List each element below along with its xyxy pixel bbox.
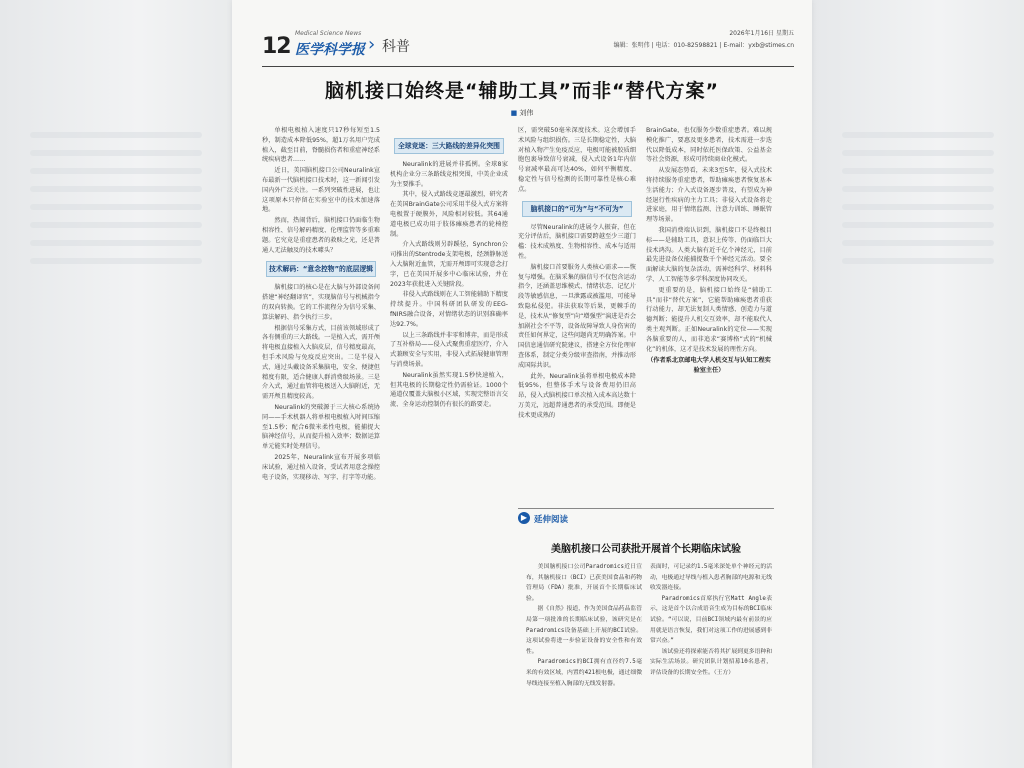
paragraph: 从发展态势看，未来3至5年，侵入式技术将持续服务重症患者，帮助瘫痪患者恢复基本生活能力；介入式设备逐步普及，有望成为神经退行性疾病的主力工具；非侵入式设备将走进家庭，用于情绪监测、注意力训练、睡眠管理等场景。 bbox=[646, 167, 772, 224]
extended-column-1 bbox=[526, 562, 642, 689]
paragraph: 此外，Neuralink虽将单根电极成本降低95%，但整体手术与设备费用仍旧高昂，侵入式脑机接口单次植入成本高达数十万美元，远超普通患者的承受范围。即便是技术更成熟的 bbox=[518, 372, 636, 419]
paragraph: 其中，侵入式路线竞逐最激烈，研究者在美国BrainGate公司采用半侵入式方案将电极置于硬膜外，风险相对较低。其64通道电极已成功用于肢体瘫痪患者的轮椅控制。 bbox=[390, 191, 508, 238]
paragraph: 然而，热闹背后，脑机接口仍面临生物相容性、信号解码精度、伦理监管等多重难题。它究竟是重症患者的救赎之光，还是普通人无法触及的技术噱头？ bbox=[262, 217, 380, 254]
extended-reading-icon: ▶ bbox=[518, 512, 530, 524]
author-note: （作者系北京邮电大学人机交互与认知工程实验室主任） bbox=[647, 357, 771, 375]
editor-info: 编辑：张明伟 | 电话：010-82598821 | E-mail：yxb@stimes.cn bbox=[613, 42, 794, 49]
background-left bbox=[0, 0, 232, 768]
paragraph: 脑机接口首要服务人类核心需求——恢复与增强。在脑采集的脑信号不仅包含运动指令，还涵盖思维模式、情绪状态、记忆片段等敏感信息，一旦泄露或被滥用，可能导致隐私侵犯。非法获取等后果，更棘手的是，技术从“修复型”向“增强型”演进是否会加剧社会不平等，设备故障导致人身伤害的责任如何界定，这些问题尚无明确答案。中国信息通信研究院建议，搭建全方位伦理审查体系，制定分类分级审查指南，并推动形成国际共识。 bbox=[518, 263, 637, 369]
extended-reading-header bbox=[518, 508, 774, 527]
section-arrow-icon: › bbox=[368, 34, 376, 55]
issue-date: 2026年1月16日 星期五 bbox=[729, 30, 794, 37]
paragraph: 单根电极植入速度只17秒每短至1.5秒，制造成本降低95%，超1万名用户完成植入，截至目前，脊髓损伤者和重症神经系统疾病患者…… bbox=[262, 127, 380, 164]
paragraph: 根据信号采集方式，目前该领域形成了各有侧重的三大路线。一是植入式，需开颅将电极直接植入大脑皮层，信号精度最高，但手术风险与免疫反应突出。二是半侵入式，通过头戴设备采集脑电，安全、便捷但精度有限，适合健康人群消费级场景。三是介入式，通过血管将电极送入大脑附近，无需开颅且精度较高。 bbox=[262, 324, 380, 401]
paragraph: Neuralink的突破源于三大核心系统协同——手术机器人将单根电极植入时间压缩至1.5秒；配合6微米柔性电极，能捕捉大脑神经信号，从而提升植入效率；数据运算单元能实时处理信号。 bbox=[262, 403, 380, 451]
paper-name: 医学科学报 bbox=[295, 42, 365, 58]
paragraph: 尽管Neuralink的进展令人振奋，但在充分评估后，脑机接口需要跨越至少三道门槛：技术成熟度、生物相容性、成本与适用性。 bbox=[518, 223, 636, 260]
background-text-blur bbox=[842, 120, 994, 276]
paragraph: 区，需突破50毫米深度技术。这会增加手术风险与组织损伤。三是长期稳定性，大脑对植入物产生免疫反应，电极可能被胶质细胞包裹导致信号衰减，侵入式设备1年内信号衰减率最高可达40%，如何平衡精度、稳定性与信号检测的长期可靠性是核心难点。 bbox=[518, 127, 636, 193]
page-number: 12 bbox=[262, 34, 291, 59]
background-text-blur bbox=[30, 120, 202, 276]
paragraph: Neuralink虽然实现1.5秒快速植入，但其电极的长期稳定性仍需验证。1000个通道仅覆盖大脑极小区域，实现完整语言交流、全身运动控制仍有很长的路要走。 bbox=[390, 371, 508, 409]
section-name: 科普 bbox=[382, 39, 410, 55]
paragraph: 脑机接口的核心是在大脑与外部设备间搭建“神经翻译官”，实现脑信号与机械指令的双向转换。它的工作流程分为信号采集、算法解码、指令执行三步。 bbox=[262, 284, 380, 321]
paragraph: 该试验还将探索能否将其扩展到更多语种和实际生活场景。研究团队计划招募10名患者，评估设备的长期安全性。（王方） bbox=[650, 648, 772, 676]
paragraph: Paradromics首席执行官Matt Angle表示，这是首个以合成语音生成为目标的BCI临床试验。“可以说，目前BCI领域内最有前景的应用就是语言恢复，我们对这项工作的进展感到非常兴奋。” bbox=[650, 595, 772, 645]
background-right bbox=[812, 0, 1024, 768]
extended-column-2 bbox=[650, 562, 772, 679]
paragraph: 介入式路线则另辟蹊径，Synchron公司推出的Stentrode支架电极，经颈静脉送入大脑附近血管，无需开颅即可实现意念打字，已在美国开展多中心临床试验，并在2023年获批进入关键阶段。 bbox=[390, 241, 508, 288]
byline-dot-icon: ■ bbox=[510, 109, 520, 117]
paragraph: 2025年，Neuralink宣布开展多项临床试验，通过植入设备，受试者用意念操控电子设备，实现移动、写字、打字等功能。 bbox=[262, 453, 380, 481]
article-column-1 bbox=[262, 126, 380, 483]
paragraph: 近日，美国脑机接口公司Neuralink宣布最新一代脑机接口技术时，这一新闻引发国内外广泛关注。一系列突破性进展，也让这项原本只停留在实验室中的技术加速落地。 bbox=[262, 167, 380, 214]
article-title: 脑机接口始终是“辅助工具”而非“替代方案” bbox=[325, 80, 719, 102]
paragraph: 美国脑机接口公司Paradromics近日宣布，其脑机接口（BCI）已获美国食品和药物管理局（FDA）批准，开展首个长期临床试验。 bbox=[526, 564, 642, 602]
paragraph: 我国消费端认识到，脑机接口不是终极目标——是辅助工具，意识上传等、仍面临巨大技术鸿沟。人类大脑有近千亿个神经元，目前最先进设备仅能捕捉数千个神经元活动。要全面解读大脑的复杂活动，需神经科学、材料科学、人工智能等多学科深度协同攻关。 bbox=[646, 226, 772, 283]
subheading: 技术解码：“意念控物”的底层逻辑 bbox=[266, 261, 376, 277]
paragraph: 非侵入式路线则在人工智能辅助下精度持续提升。中国科研团队研发的EEG-fNIRS融合设备，对情绪状态的识别准确率达92.7%。 bbox=[390, 291, 508, 328]
paragraph: Neuralink的进展并非孤例。全球8家机构企业分三条路线竞相突围，中美企业成为主要推手。 bbox=[390, 161, 508, 188]
page-header bbox=[262, 26, 794, 67]
extended-reading-label: 延伸阅读 bbox=[534, 515, 569, 525]
byline bbox=[232, 108, 812, 118]
paragraph: 据《自然》报道，作为美国食品药品监管局第一项批准的长期临床试验，该研究是在Paradromics设备基础上开展的BCI试验。这项试验将进一步验证设备的安全性和有效性。 bbox=[526, 606, 642, 655]
paper-name-english: Medical Science News bbox=[295, 30, 362, 37]
paragraph: 以上三条路线并非零和博弈，而是形成了互补格局——侵入式聚焦重症医疗，介入式兼顾安全与实用，非侵入式拓展健康管理与消费场景。 bbox=[390, 331, 508, 368]
paragraph: BrainGate，也仅服务少数重症患者。难以规模化推广，要惠及更多患者，技术需进一步迭代以降低成本，同时依托医保政策、公益基金等社会资源，形成可持续商业化模式。 bbox=[646, 127, 772, 164]
extended-article-title: 美脑机接口公司获批开展首个长期临床试验 bbox=[551, 544, 741, 555]
paragraph: Paradromics的BCI拥有直径约7.5毫米的有效区域，内置约421根电极，通过细微导线连接至植入胸部的无线发射器。 bbox=[526, 659, 642, 687]
article-column-2 bbox=[390, 126, 508, 411]
paragraph: 更重要的是，脑机接口始终是“辅助工具”而非“替代方案”，它能帮助瘫痪患者重获行动能力，却无法复制人类情感、创造力与道德判断；能提升人机交互效率，却不能取代人类主观判断。正如Neuralink的定位——实现各脑重要的人，而非追求“赛博格”式的“机械化”的机体，这才是技术发展的理性方向。 bbox=[646, 286, 772, 353]
subheading: 全球竞逐：三大路线的差异化突围 bbox=[394, 138, 504, 154]
masthead bbox=[295, 30, 365, 58]
paragraph: 表面时，可记录约1.5毫米深处单个神经元的活动，电极通过导线与植入患者胸部的电源和无线收发器连接。 bbox=[650, 564, 772, 592]
article-column-3 bbox=[518, 126, 636, 422]
article-column-4 bbox=[646, 126, 772, 376]
subheading: 脑机接口的“可为”与“不可为” bbox=[522, 201, 632, 217]
newspaper-page bbox=[232, 0, 812, 768]
author: 刘伟 bbox=[519, 109, 534, 117]
